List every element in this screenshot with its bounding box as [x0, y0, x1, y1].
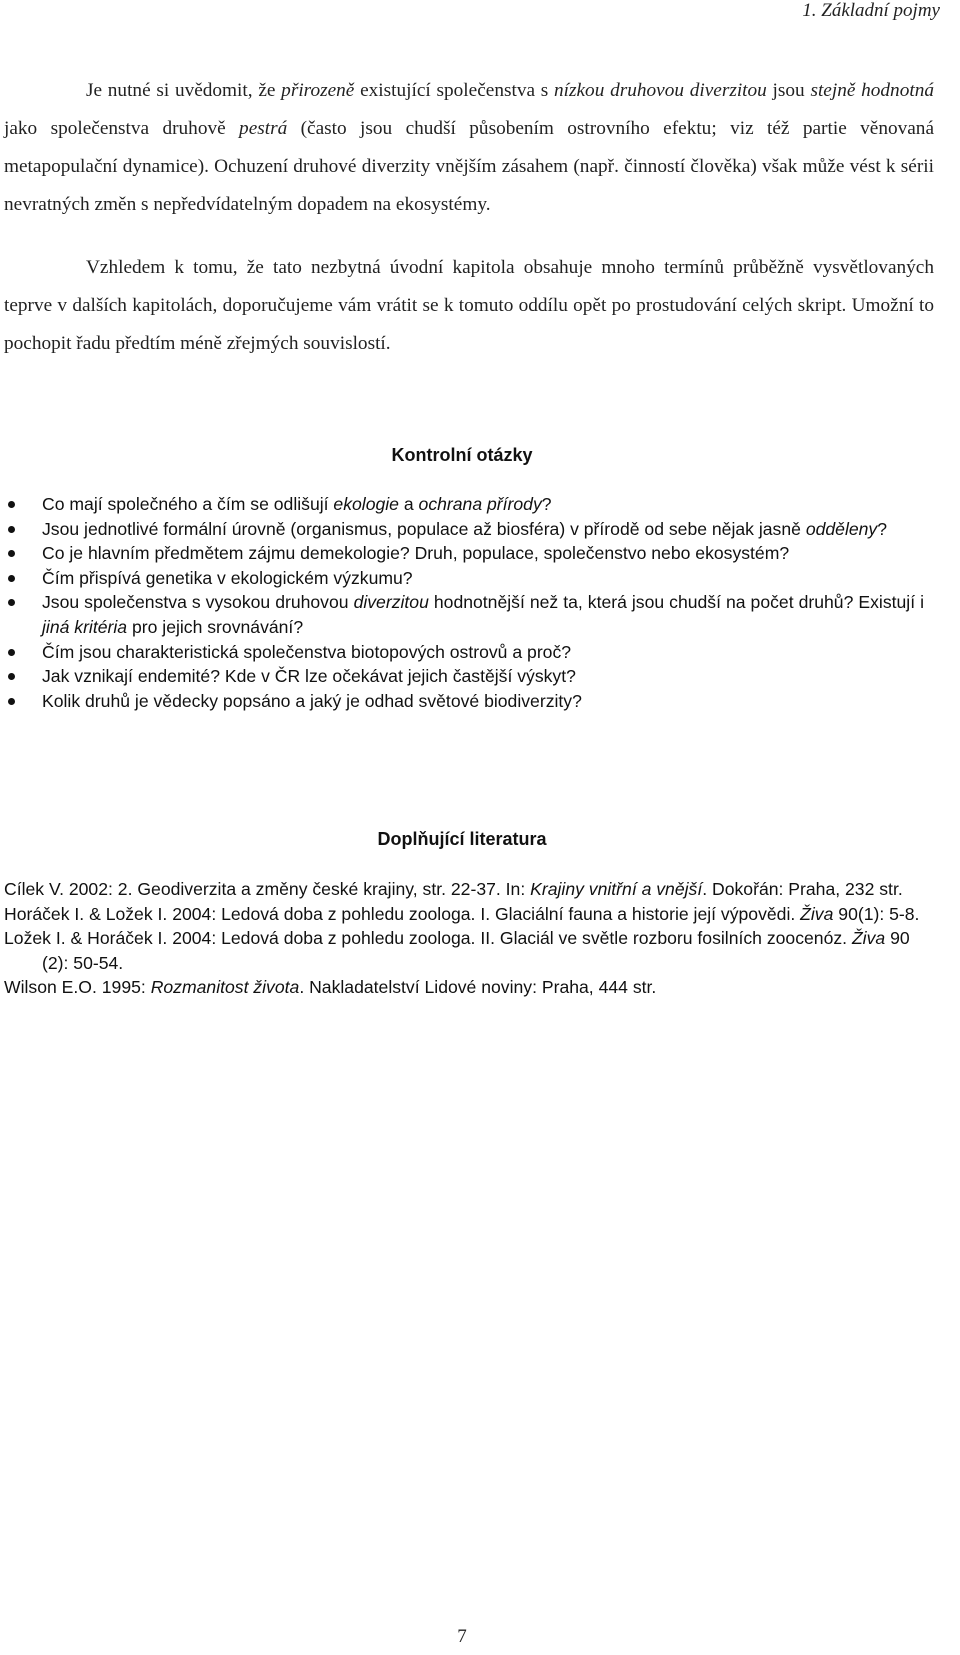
text-run: . Nakladatelství Lidové noviny: Praha, 444 str.: [299, 977, 657, 998]
reference-item: [4, 926, 924, 975]
italic-run: pestrá: [239, 118, 288, 139]
italic-run: Živa: [800, 903, 834, 924]
text-run: . Dokořán: Praha, 232 str.: [702, 879, 903, 899]
text-run: Horáček I. & Ložek I. 2004: Ledová doba z pohledu zoologa. I. Glaciální fauna a historie její výpovědi.: [4, 903, 801, 924]
text-run: Wilson E.O. 1995:: [4, 977, 151, 998]
italic-run: stejně hodnotná: [810, 80, 934, 101]
italic-run: Krajiny vnitřní a vnější: [530, 879, 703, 899]
text-run: Co mají společného a čím se odlišují: [42, 494, 334, 514]
italic-run: ochrana přírody: [418, 494, 542, 514]
references-list: [4, 877, 924, 1000]
italic-run: jiná kritéria: [42, 616, 128, 637]
text-run: Je nutné si uvědomit, že: [86, 80, 282, 101]
italic-run: nízkou druhovou diverzitou: [554, 80, 767, 101]
question-item: [4, 590, 924, 639]
paragraph-study-advice: Vzhledem k tomu, že tato nezbytná úvodní kapitola obsahuje mnoho termínů průběžně vysvětlovaných teprve v dalších kapitolách, doporučujeme vám vrátit se k tomuto oddílu opět po prostudování celých skript. Umožní to pochopit řadu předtím méně zřejmých souvislostí.: [4, 257, 934, 354]
question-item: Čím přispívá genetika v ekologickém výzkumu?: [4, 566, 924, 591]
question-item: [4, 517, 924, 542]
text-run: hodnotnější než ta, která jsou chudší na počet druhů? Existují i: [428, 592, 924, 613]
text-run: jako společenstva druhově: [4, 118, 240, 139]
running-header: 1. Základní pojmy: [802, 0, 940, 21]
italic-run: ekologie: [333, 494, 399, 514]
questions-list: [4, 492, 924, 713]
text-run: 90(1): 5-8.: [833, 903, 920, 924]
literature-heading: Doplňující literatura: [377, 829, 547, 849]
reference-item: [4, 975, 924, 1000]
questions-heading: Kontrolní otázky: [391, 445, 533, 465]
text-run: ?: [541, 494, 552, 514]
text-run: (často jsou chudší působením ostrovního efektu; viz též partie věnovaná metapopulační dynamice). Ochuzení druhové diverzity vnějším zásahem (např. činností člověka) však může vést k sérii nevratných změn s nepředvídatelným dopadem na ekosystémy.: [4, 118, 935, 215]
paragraph-diversity: [4, 72, 934, 224]
text-run: Jsou společenstva s vysokou druhovou: [42, 592, 354, 613]
page-number: 7: [457, 1626, 467, 1647]
question-item: Čím jsou charakteristická společenstva biotopových ostrovů a proč?: [4, 640, 924, 665]
text-run: jsou: [766, 80, 811, 101]
italic-run: diverzitou: [353, 592, 429, 613]
italic-run: Rozmanitost života: [150, 977, 300, 998]
text-run: pro jejich srovnávání?: [127, 616, 304, 637]
text-run: Ložek I. & Horáček I. 2004: Ledová doba z pohledu zoologa. II. Glaciál ve světle rozboru fosilních zoocenóz.: [4, 928, 852, 949]
text-run: 90 (2): 50-54.: [42, 928, 910, 973]
text-run: ?: [877, 518, 888, 539]
text-run: a: [398, 494, 419, 514]
text-run: Jsou jednotlivé formální úrovně (organismus, populace až biosféra) v přírodě od sebe nějak jasně: [42, 518, 806, 539]
question-item: [4, 492, 924, 517]
italic-run: odděleny: [805, 518, 878, 539]
reference-item: [4, 877, 924, 902]
question-item: Jak vznikají endemité? Kde v ČR lze očekávat jejich častější výskyt?: [4, 664, 924, 689]
text-run: existující společenstva s: [354, 80, 554, 101]
italic-run: Živa: [851, 928, 886, 949]
italic-run: přirozeně: [281, 80, 355, 101]
question-item: Kolik druhů je vědecky popsáno a jaký je odhad světové biodiverzity?: [4, 689, 924, 714]
text-run: Cílek V. 2002: 2. Geodiverzita a změny české krajiny, str. 22-37. In:: [4, 879, 531, 899]
reference-item: [4, 902, 924, 927]
question-item: Co je hlavním předmětem zájmu demekologie? Druh, populace, společenstvo nebo ekosystém?: [4, 541, 924, 566]
